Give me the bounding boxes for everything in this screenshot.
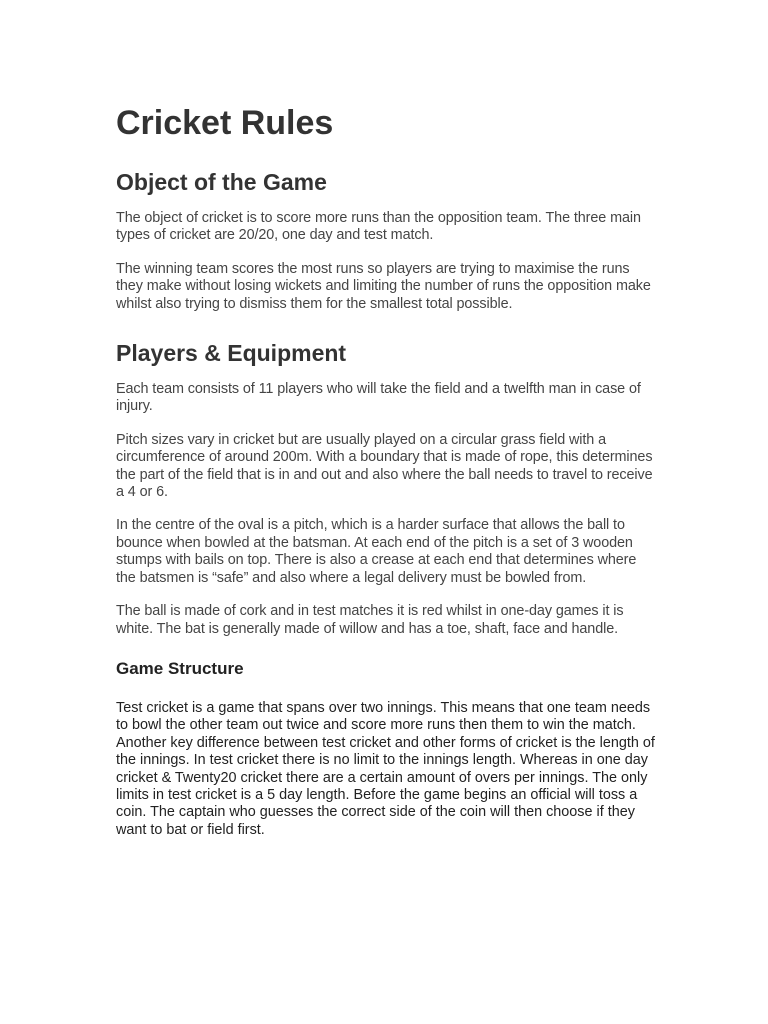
paragraph: In the centre of the oval is a pitch, which is a harder surface that allows the ball to bounce when bowled at the batsman. At each end of the pitch is a set of 3 wooden stumps with bails on top. There is also a crease at each end that determines where the batsmen is “safe” and also where a legal delivery must be bowled from. <box>116 517 637 586</box>
document-title: Cricket Rules <box>116 104 334 142</box>
section-object-of-the-game <box>116 168 656 313</box>
paragraph: The ball is made of cork and in test matches it is red whilst in one-day games it is white. The bat is generally made of willow and has a toe, shaft, face and handle. <box>116 603 624 637</box>
section-heading-object: Object of the Game <box>116 169 327 195</box>
spacer <box>116 196 656 210</box>
paragraph: The winning team scores the most runs so players are trying to maximise the runs they make without losing wickets and limiting the number of runs the opposition make whilst also trying to dismiss them for the smallest total possible. <box>116 260 651 312</box>
section-players-equipment <box>116 339 656 638</box>
spacer <box>116 416 656 432</box>
section-game-structure <box>116 658 656 839</box>
paragraph: Each team consists of 11 players who will take the field and a twelfth man in case of injury. <box>116 381 641 415</box>
paragraph: Pitch sizes vary in cricket but are usually played on a circular grass field with a circumference of around 200m. With a boundary that is made of rope, this determines the part of the field that is in and out and also where the ball needs to travel to receive a 4 or 6. <box>116 431 653 501</box>
section-heading-game-structure: Game Structure <box>116 658 244 678</box>
spacer <box>116 587 656 603</box>
spacer <box>116 313 656 339</box>
paragraph: Test cricket is a game that spans over two innings. This means that one team needs to bowl the other team out twice and score more runs then them to win the match. Another key difference between test cricket and other forms of cricket is the length of the innings. In test cricket there is no limit to the innings length. Whereas in one day cricket & Twenty20 cricket there are a certain amount of overs per innings. The only limits in test cricket is a 5 day length. Before the game begins an official will toss a coin. The captain who guesses the correct side of the coin will then choose if they want to bat or field first. <box>116 699 655 838</box>
spacer <box>116 367 656 381</box>
spacer <box>116 501 656 517</box>
spacer <box>116 245 656 261</box>
spacer <box>116 680 656 700</box>
section-heading-players: Players & Equipment <box>116 340 347 367</box>
spacer <box>116 144 656 168</box>
spacer <box>116 638 656 658</box>
document-page <box>116 102 656 839</box>
paragraph: The object of cricket is to score more runs than the opposition team. The three main types of cricket are 20/20, one day and test match. <box>116 210 641 244</box>
